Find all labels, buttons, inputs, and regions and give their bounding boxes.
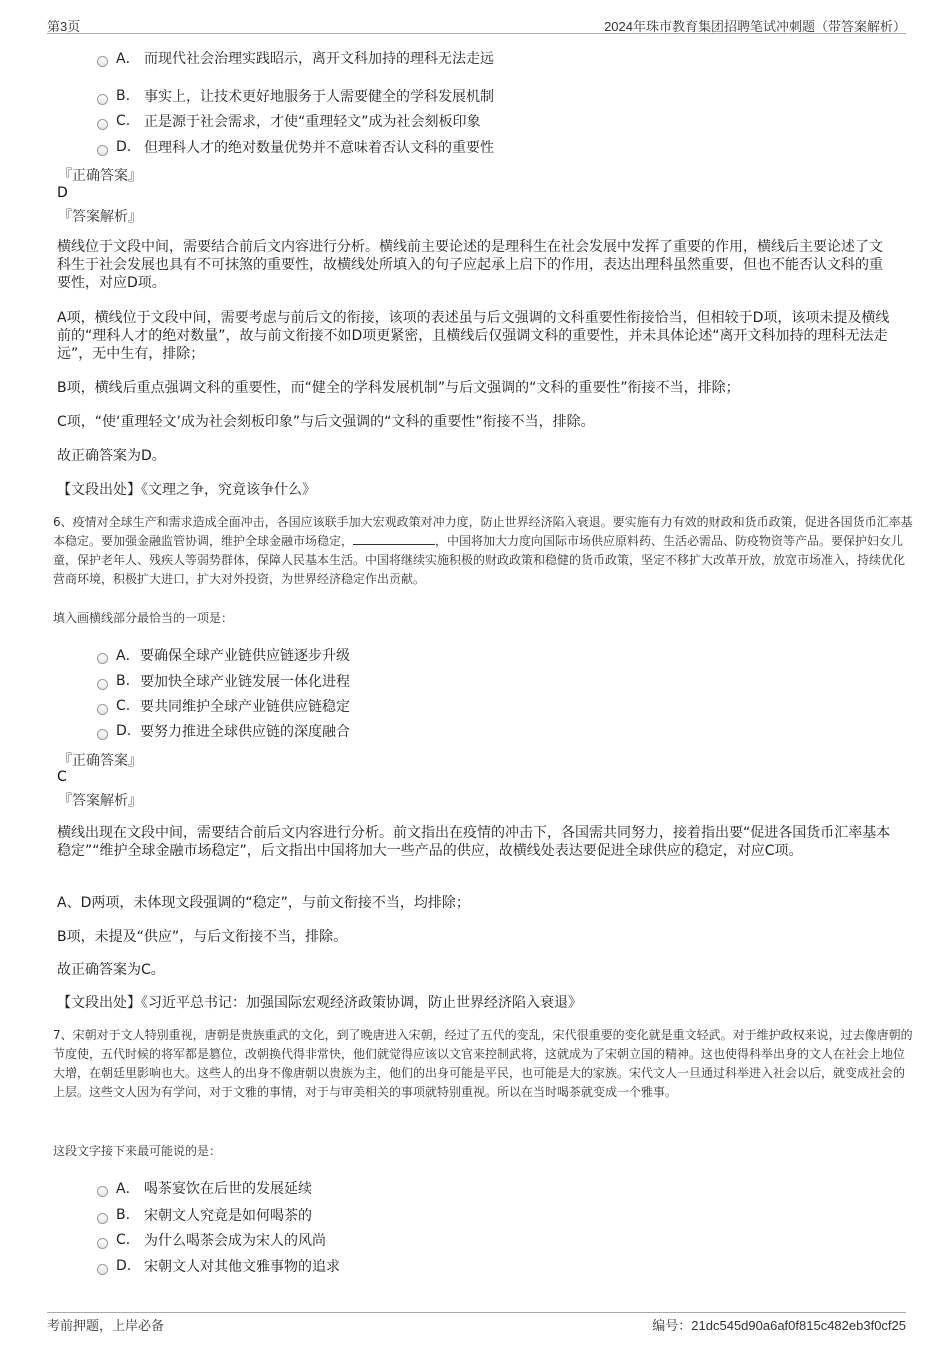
question-stem: 7、宋朝对于文人特别重视，唐朝是贵族重武的文化，到了晚唐进入宋朝，经过了五代的变乱，宋代很重要的变化就是重文轻武。对于维护政权来说，过去像唐朝的节度使，五代时候的将军都是篡位，改朝换代得非常快，他们就觉得应该以文官来控制武将，这就成为了宋朝立国的精神。这也使得科举出身的文人在社会上地位大增，在朝廷里影响也大。这些人的出身不像唐朝以贵族为主，他们的出身可能是平民，也可能是大的家族。宋代文人一旦通过科举进入社会以后，就变成社会的上层。这些文人因为有学问，对于文雅的事情，对于与审美相关的事项就特别重视。所以在当时喝茶就变成一个雅事。	[53, 1028, 913, 1099]
correct-answer-label: 『正确答案』	[58, 753, 142, 769]
q5-option-c[interactable]: C. 正是源于社会需求，才使“重理轻文”成为社会刻板印象	[97, 111, 481, 131]
analysis-paragraph: 横线出现在文段中间，需要结合前后文内容进行分析。前文指出在疫情的冲击下，各国需共同努力，接着指出要“促进各国货币汇率基本稳定”“维护全球金融市场稳定”，后文指出中国将加大一些产品的供应，故横线处表达要促进全球供应的稳定，对应C项。	[57, 825, 891, 859]
analysis-paragraph: A项，横线位于文段中间，需要考虑与前后文的衔接，该项的表述虽与后文强调的文科重要性衔接恰当，但相较于D项，该项未提及横线前的“理科人才的绝对数量”，故与前文衔接不如D项更紧密，且横线后仅强调文科的重要性，并未具体论述“离开文科加持的理科无法走远”，无中生有，排除；	[57, 310, 890, 362]
source-citation: 【文段出处】《文理之争，究竟该争什么》	[57, 482, 316, 498]
q7-option-b[interactable]: B. 宋朝文人究竟是如何喝茶的	[97, 1205, 312, 1225]
analysis-paragraph: B项，横线后重点强调文科的重要性，而“健全的学科发展机制”与后文强调的“文科的重要性”衔接不当，排除；	[57, 380, 740, 396]
radio-icon[interactable]	[97, 1186, 108, 1197]
radio-icon[interactable]	[97, 679, 108, 690]
analysis-label: 『答案解析』	[58, 209, 142, 225]
analysis-paragraph: C项，“使‘重理轻文’成为社会刻板印象”与后文强调的“文科的重要性”衔接不当，排除。	[57, 414, 595, 430]
radio-icon[interactable]	[97, 1213, 108, 1224]
q6-option-a[interactable]: A． 要确保全球产业链供应链逐步升级	[97, 645, 350, 665]
source-citation: 【文段出处】《习近平总书记：加强国际宏观经济政策协调，防止世界经济陷入衰退》	[57, 995, 582, 1011]
radio-icon[interactable]	[97, 145, 108, 156]
q5-option-a[interactable]: A． 而现代社会治理实践昭示，离开文科加持的理科无法走远	[97, 48, 494, 68]
analysis-paragraph: B项，未提及“供应”，与后文衔接不当，排除。	[57, 929, 348, 945]
radio-icon[interactable]	[97, 729, 108, 740]
fill-blank	[353, 534, 435, 545]
q5-option-b[interactable]: B. 事实上，让技术更好地服务于人需要健全的学科发展机制	[97, 86, 494, 106]
page-number: 第3页	[47, 19, 81, 34]
analysis-paragraph: 故正确答案为D。	[57, 448, 166, 464]
radio-icon[interactable]	[97, 56, 108, 67]
q6-option-b[interactable]: B. 要加快全球产业链发展一体化进程	[97, 671, 350, 691]
q7-option-d[interactable]: D. 宋朝文人对其他文雅事物的追求	[97, 1256, 340, 1276]
correct-answer: C	[57, 769, 67, 785]
radio-icon[interactable]	[97, 1238, 108, 1249]
q7-option-c[interactable]: C. 为什么喝茶会成为宋人的风尚	[97, 1230, 326, 1250]
q6-option-d[interactable]: D. 要努力推进全球供应链的深度融合	[97, 721, 350, 741]
analysis-paragraph: 横线位于文段中间，需要结合前后文内容进行分析。横线前主要论述的是理科生在社会发展中发挥了重要的作用，横线后主要论述了文科生于社会发展也具有不可抹煞的重要性，故横线处所填入的句子应起承上启下的作用，表达出理科虽然重要，但也不能否认文科的重要性，对应D项。	[57, 239, 883, 291]
correct-answer-label: 『正确答案』	[58, 168, 142, 184]
correct-answer: D	[57, 185, 68, 201]
radio-icon[interactable]	[97, 119, 108, 130]
document-id: 编号：21dc545d90a6af0f815c482eb3f0cf25	[652, 1318, 906, 1333]
page-footer	[47, 1312, 906, 1333]
page-header	[47, 16, 906, 34]
radio-icon[interactable]	[97, 704, 108, 715]
footer-slogan: 考前押题，上岸必备	[47, 1318, 165, 1333]
q6-option-c[interactable]: C. 要共同维护全球产业链供应链稳定	[97, 696, 350, 716]
radio-icon[interactable]	[97, 653, 108, 664]
document-title: 2024年珠市教育集团招聘笔试冲刺题（带答案解析）	[604, 19, 906, 34]
question-prompt: 这段文字接下来最可能说的是：	[53, 1144, 222, 1158]
question-stem: 6、疫情对全球生产和需求造成全面冲击，各国应该联手加大宏观政策对冲力度，防止世界经济陷入衰退。要实施有力有效的财政和货币政策，促进各国货币汇率基本稳定。要加强金融监管协调，维护全球金融市场稳定， ，中国将加大力度向国际市场供应原料药、生活必需品、防疫物资等产品。要保护妇女儿童，保护老年人、残疾人等弱势群体，保障人民基本生活。中国将继续实施积极的财政政策和稳健的货币政策，坚定不移扩大改革开放，放宽市场准入，持续优化营商环境，积极扩大进口，扩大对外投资，为世界经济稳定作出贡献。	[53, 515, 913, 586]
analysis-paragraph: 故正确答案为C。	[57, 962, 165, 978]
question-prompt: 填入画横线部分最恰当的一项是：	[53, 611, 234, 625]
radio-icon[interactable]	[97, 94, 108, 105]
q7-option-a[interactable]: A． 喝茶宴饮在后世的发展延续	[97, 1178, 312, 1198]
analysis-label: 『答案解析』	[58, 793, 142, 809]
q5-option-d[interactable]: D. 但理科人才的绝对数量优势并不意味着否认文科的重要性	[97, 137, 494, 157]
radio-icon[interactable]	[97, 1264, 108, 1275]
analysis-paragraph: A、D两项，未体现文段强调的“稳定”，与前文衔接不当，均排除；	[57, 895, 470, 911]
